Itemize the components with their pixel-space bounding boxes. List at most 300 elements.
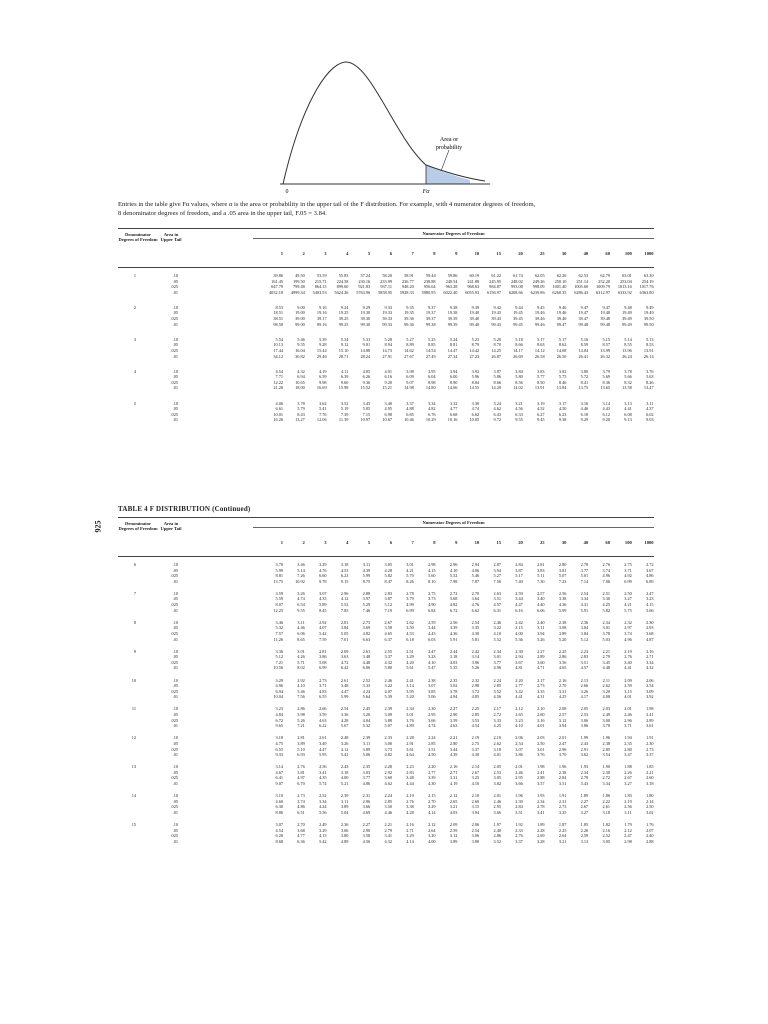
f-value-cell: 5.29 <box>362 602 371 608</box>
f-value-cell: 3.14 <box>406 683 414 689</box>
f-value-cell: 6.70 <box>297 781 305 787</box>
numerator-df-6: 6 <box>389 540 392 545</box>
f-value-cell: 7.87 <box>471 578 480 584</box>
f-distribution-figure <box>0 0 768 200</box>
f-value-cell: 8.66 <box>493 379 501 385</box>
f-value-cell: 8.10 <box>428 578 436 584</box>
denominator-header: Denominator Degrees of Freedom <box>118 232 158 242</box>
f-value-cell: 4.85 <box>471 694 480 700</box>
f-value-cell: 2.34 <box>406 706 414 712</box>
f-value-cell: 15.52 <box>360 385 371 391</box>
f-value-cell: 10.46 <box>404 417 414 423</box>
f-value-cell: 3.01 <box>537 746 545 752</box>
f-value-cell: 5.24 <box>449 336 458 342</box>
f-value-cell: 2.17 <box>537 677 545 683</box>
f-value-cell: 224.58 <box>336 278 349 284</box>
f-value-cell: 963.28 <box>445 284 458 290</box>
f-value-cell: 4.50 <box>428 752 436 758</box>
f-value-cell: 26.87 <box>491 353 501 359</box>
f-value-cell: 58.20 <box>382 273 392 278</box>
f-value-cell: 1.89 <box>580 793 589 799</box>
upper-tail-area: .10 <box>172 764 178 770</box>
f-value-cell: 6.33 <box>515 411 523 417</box>
f-value-cell: 3.15 <box>624 688 632 694</box>
f-value-cell: 3.92 <box>646 694 654 700</box>
f-value-cell: 3.60 <box>537 659 545 665</box>
f-value-cell: 2.98 <box>428 562 436 567</box>
denominator-df: 7 <box>133 590 136 596</box>
numerator-df-40: 40 <box>583 251 589 256</box>
f-value-cell: 2.42 <box>471 648 480 654</box>
f-value-cell: 4.43 <box>428 630 436 636</box>
upper-tail-area: .025 <box>170 602 178 608</box>
f-value-cell: 5763.96 <box>356 289 371 295</box>
upper-tail-area: .025 <box>170 379 178 385</box>
f-value-cell: 4.57 <box>493 602 501 608</box>
f-value-cell: 57.24 <box>360 273 371 278</box>
f-value-cell: 3.23 <box>646 596 654 602</box>
f-value-cell: 98.50 <box>273 321 283 327</box>
f-value-cell: 4.86 <box>646 573 654 579</box>
f-value-cell: 2.56 <box>558 590 567 596</box>
f-value-cell: 3.11 <box>646 400 654 406</box>
f-value-cell: 8.79 <box>471 342 480 348</box>
f-value-cell: 49.50 <box>295 273 305 278</box>
f-value-cell: 5.91 <box>449 636 458 642</box>
f-value-cell: 4.00 <box>428 838 436 844</box>
f-value-cell: 11.39 <box>338 417 349 423</box>
f-value-cell: 3.66 <box>362 804 371 810</box>
f-value-cell: 4.53 <box>340 567 349 573</box>
upper-tail-area: .05 <box>172 342 178 348</box>
f-value-cell: 3.35 <box>471 625 480 631</box>
f-value-cell: 3.30 <box>602 596 610 602</box>
f-value-cell: 5.75 <box>558 374 567 380</box>
f-value-cell: 240.54 <box>445 278 458 284</box>
f-value-cell: 13.75 <box>273 578 283 584</box>
f-value-cell: 9.46 <box>558 304 567 310</box>
f-value-cell: 39.40 <box>469 316 480 322</box>
f-value-cell: 14.02 <box>513 385 523 391</box>
f-value-cell: 3.33 <box>493 717 501 723</box>
f-value-cell: 5.01 <box>580 573 589 579</box>
f-value-cell: 2.96 <box>558 746 567 752</box>
f-value-cell: 39.43 <box>491 316 501 322</box>
f-value-cell: 2.67 <box>580 804 589 810</box>
f-value-cell: 19.16 <box>316 310 327 316</box>
f-value-cell: 9.39 <box>471 304 480 310</box>
upper-tail-area: .10 <box>172 677 178 683</box>
f-value-cell: 1.98 <box>537 764 545 770</box>
f-value-cell: 3.44 <box>449 746 458 752</box>
f-value-cell: 4.74 <box>297 596 305 602</box>
f-value-cell: 3.07 <box>428 683 436 689</box>
f-value-cell: 956.64 <box>423 284 436 290</box>
f-value-cell: 19.33 <box>382 310 392 316</box>
f-value-cell: 5.52 <box>340 602 349 608</box>
f-value-cell: 3.86 <box>580 723 589 729</box>
f-value-cell: 3.94 <box>493 567 501 573</box>
numerator-df-25: 25 <box>540 251 545 256</box>
f-value-cell: 3.62 <box>580 752 589 758</box>
f-value-cell: 28.71 <box>338 353 349 359</box>
f-value-cell: 3.95 <box>406 688 414 694</box>
f-value-cell: 2.98 <box>471 683 480 689</box>
f-value-cell: 3.29 <box>406 833 414 839</box>
f-value-cell: 3.44 <box>428 625 436 631</box>
f-value-cell: 1.94 <box>624 735 632 741</box>
numerator-df-20: 20 <box>518 540 523 545</box>
f-value-cell: 5.15 <box>602 336 610 342</box>
upper-tail-area: .10 <box>172 562 178 567</box>
intro-line-2: 8 denominator degrees of freedom, and a .05 area in the upper tail, F.05 = 3.84. <box>118 209 327 217</box>
f-value-cell: 1.93 <box>580 764 589 770</box>
f-value-cell: 7.14 <box>580 578 589 584</box>
f-value-cell: 3.72 <box>471 688 480 694</box>
f-value-cell: 2.81 <box>537 562 545 567</box>
f-value-cell: 3.29 <box>428 804 436 810</box>
f-value-cell: 6.37 <box>384 636 392 642</box>
f-value-cell: 1.85 <box>580 822 589 828</box>
f-value-cell: 2.06 <box>515 735 523 741</box>
f-value-cell: 99.48 <box>578 321 589 327</box>
f-value-cell: 2.65 <box>449 798 458 804</box>
f-value-cell: 5624.26 <box>334 289 349 295</box>
f-value-cell: 13.84 <box>556 385 567 391</box>
f-value-cell: 4.10 <box>515 723 523 729</box>
density-curve <box>283 62 485 184</box>
f-value-cell: 3.79 <box>406 596 414 602</box>
f-value-cell: 236.77 <box>401 278 414 284</box>
f-value-cell: 99.36 <box>404 321 414 327</box>
f-value-cell: 2.59 <box>428 619 436 625</box>
f-value-cell: 1.88 <box>624 764 632 770</box>
f-value-cell: 4.82 <box>362 630 371 636</box>
f-value-cell: 8.56 <box>515 379 523 385</box>
numerator-df-1000: 1000 <box>644 540 654 545</box>
f-value-cell: 2.61 <box>602 804 610 810</box>
f-value-cell: 62.79 <box>600 273 610 278</box>
f-value-cell: 3.18 <box>340 769 349 775</box>
f-value-cell: 6.06 <box>362 665 371 671</box>
f-value-cell: 2.83 <box>406 769 414 775</box>
f-value-cell: 3.68 <box>449 596 458 602</box>
f-value-cell: 2.62 <box>493 740 501 746</box>
f-value-cell: 10.29 <box>425 417 436 423</box>
f-value-cell: 3.66 <box>428 717 436 723</box>
f-value-cell: 3.79 <box>602 368 610 374</box>
f-value-cell: 5.16 <box>580 336 589 342</box>
f-value-cell: 39.25 <box>338 316 349 322</box>
f-value-cell: 39.45 <box>513 316 523 322</box>
df-group-15 <box>118 822 654 844</box>
f-value-cell: 1.98 <box>646 706 654 712</box>
numerator-df-60: 60 <box>605 540 610 545</box>
f-value-cell: 8.66 <box>515 342 523 348</box>
f-value-cell: 5.20 <box>406 694 414 700</box>
f-value-cell: 6.68 <box>449 411 458 417</box>
f-value-cell: 3.76 <box>537 752 545 758</box>
f-value-cell: 2.43 <box>340 764 349 770</box>
f-value-cell: 55.83 <box>338 273 349 278</box>
f-value-cell: 29.46 <box>316 353 327 359</box>
f-value-cell: 6.99 <box>319 665 327 671</box>
f-value-cell: 9.07 <box>275 781 283 787</box>
f-value-cell: 2.30 <box>515 648 523 654</box>
f-value-cell: 7.01 <box>340 636 349 642</box>
f-value-cell: 4.31 <box>537 694 545 700</box>
f-value-cell: 2.67 <box>624 775 632 781</box>
f-value-cell: 2.06 <box>471 822 480 828</box>
f-value-cell: 3.81 <box>558 567 567 573</box>
f-value-cell: 99.40 <box>469 321 480 327</box>
f-value-cell: 3.16 <box>537 717 545 723</box>
table-caption: TABLE 4 F DISTRIBUTION (Continued) <box>118 505 251 513</box>
f-value-cell: 63.01 <box>622 273 632 278</box>
f-value-cell: 6.12 <box>602 411 610 417</box>
numerator-df-10: 10 <box>474 540 480 545</box>
f-value-cell: 4.77 <box>449 406 458 412</box>
f-value-cell: 2.57 <box>537 590 545 596</box>
f-value-cell: 2.73 <box>297 793 305 799</box>
f-value-cell: 3.26 <box>340 740 349 746</box>
f-value-cell: 3.71 <box>624 567 632 573</box>
f-value-cell: 998.09 <box>532 284 545 290</box>
f-value-cell: 8.36 <box>602 379 610 385</box>
f-value-cell: 4.40 <box>537 602 545 608</box>
probability-label: probability <box>435 145 463 151</box>
upper-tail-area: .01 <box>172 752 178 758</box>
f-value-cell: 3.39 <box>428 775 436 781</box>
f-value-cell: 2.77 <box>515 683 523 689</box>
f-value-cell: 2.64 <box>558 833 567 839</box>
f-value-cell: 5403.53 <box>312 289 327 295</box>
f-value-cell: 6.06 <box>537 607 545 613</box>
f-value-cell: 99.00 <box>295 321 305 327</box>
f-value-cell: 15.98 <box>338 385 349 391</box>
f-value-cell: 3.29 <box>319 562 327 567</box>
f-value-cell: 39.30 <box>360 316 371 322</box>
f-value-cell: 10.13 <box>273 342 283 348</box>
f-value-cell: 2.56 <box>624 804 632 810</box>
upper-tail-area: .05 <box>172 769 178 775</box>
f-value-cell: 3.97 <box>362 596 371 602</box>
df-group-12 <box>118 735 654 757</box>
f-value-cell: 9.12 <box>340 342 349 348</box>
f-value-cell: 5.11 <box>537 573 545 579</box>
f-value-cell: 5.95 <box>319 752 327 758</box>
f-value-cell: 8.94 <box>384 342 392 348</box>
f-value-cell: 3.98 <box>406 368 414 374</box>
f-value-cell: 4.19 <box>449 781 458 787</box>
f-value-cell: 3.23 <box>515 717 523 723</box>
f-value-cell: 2.03 <box>602 706 610 712</box>
f-value-cell: 984.87 <box>489 284 501 290</box>
upper-tail-area: .025 <box>170 411 178 417</box>
upper-tail-area: .05 <box>172 798 178 804</box>
f-value-cell: 3.35 <box>537 688 545 694</box>
f-value-cell: 5.99 <box>340 694 349 700</box>
f-value-cell: 59.44 <box>425 273 436 278</box>
f-value-cell: 2.38 <box>602 740 610 746</box>
f-value-cell: 2.72 <box>493 712 501 718</box>
f-value-cell: 4.39 <box>449 752 458 758</box>
f-value-cell: 4.76 <box>319 567 327 573</box>
f-value-cell: 4999.34 <box>290 289 305 295</box>
f-value-cell: 4.63 <box>449 723 458 729</box>
f-value-cell: 2.23 <box>580 648 589 654</box>
f-value-cell: 2.20 <box>580 827 589 833</box>
f-value-cell: 5858.95 <box>378 289 392 295</box>
f-value-cell: 2.75 <box>471 740 480 746</box>
f-value-cell: 2.24 <box>493 677 501 683</box>
f-value-cell: 4.10 <box>493 630 501 636</box>
f-value-cell: 5.20 <box>558 636 567 642</box>
f-value-cell: 7.76 <box>319 411 327 417</box>
f-value-cell: 6.72 <box>449 607 458 613</box>
f-value-cell: 3.19 <box>537 400 545 406</box>
f-value-cell: 3.11 <box>362 740 371 746</box>
f-value-cell: 252.20 <box>598 278 610 284</box>
f-value-cell: 15.10 <box>338 347 349 353</box>
f-value-cell: 21.20 <box>273 385 283 391</box>
df-group-1 <box>118 273 654 295</box>
f-value-cell: 6.54 <box>297 602 305 608</box>
f-value-cell: 3.15 <box>515 625 523 631</box>
f-value-cell: 2.35 <box>449 677 458 683</box>
f-value-cell: 7.15 <box>362 411 371 417</box>
f-value-cell: 5.71 <box>297 659 305 665</box>
f-value-cell: 2.34 <box>537 798 545 804</box>
f-value-cell: 2.95 <box>428 712 436 718</box>
f-value-cell: 6.09 <box>406 374 414 380</box>
f-value-cell: 2.66 <box>580 683 589 689</box>
f-value-cell: 9.29 <box>362 304 371 310</box>
f-value-cell: 7.23 <box>558 578 567 584</box>
f-value-cell: 2.01 <box>515 764 523 770</box>
f-value-cell: 6.85 <box>406 411 414 417</box>
f-value-cell: 3.50 <box>406 625 414 631</box>
f-value-cell: 2.52 <box>319 793 327 799</box>
f-value-cell: 5.05 <box>340 630 349 636</box>
f-value-cell: 2.22 <box>602 798 610 804</box>
f-value-cell: 3.77 <box>493 659 501 665</box>
f-value-cell: 3.61 <box>406 746 414 752</box>
f-value-cell: 58.91 <box>404 273 414 278</box>
f-value-cell: 10.04 <box>273 694 283 700</box>
f-value-cell: 7.59 <box>319 636 327 642</box>
f-value-cell: 7.06 <box>602 578 610 584</box>
f-value-cell: 10.01 <box>273 411 283 417</box>
f-value-cell: 5.91 <box>580 607 589 613</box>
f-value-cell: 3.34 <box>580 596 589 602</box>
f-value-cell: 2.69 <box>537 833 545 839</box>
f-value-cell: 2.30 <box>646 740 654 746</box>
f-value-cell: 4.97 <box>297 775 305 781</box>
f-value-cell: 3.41 <box>537 809 545 815</box>
f-value-cell: 8.26 <box>646 379 654 385</box>
f-value-cell: 1.91 <box>646 735 654 741</box>
f-value-cell: 2.60 <box>646 775 654 781</box>
f-value-cell: 2.91 <box>406 740 414 746</box>
f-value-cell: 3.94 <box>471 809 480 815</box>
f-value-cell: 4.25 <box>493 723 501 729</box>
f-value-cell: 5.07 <box>558 573 567 579</box>
f-value-cell: 6.02 <box>646 411 654 417</box>
f-value-cell: 4.47 <box>515 602 523 608</box>
f-value-cell: 99.46 <box>534 321 545 327</box>
f-value-cell: 3.52 <box>493 838 501 844</box>
f-value-cell: 4.10 <box>471 781 480 787</box>
f-value-cell: 12.22 <box>273 379 283 385</box>
f-value-cell: 8.98 <box>428 379 436 385</box>
f-value-cell: 2.30 <box>428 706 436 712</box>
f-value-cell: 10.97 <box>360 417 371 423</box>
f-value-cell: 2.52 <box>362 677 371 683</box>
f-value-cell: 2.33 <box>384 735 392 741</box>
df-group-2 <box>118 305 654 327</box>
f-value-cell: 4.96 <box>493 665 501 671</box>
f-value-cell: 1.76 <box>646 822 654 828</box>
f-value-cell: 2.61 <box>340 677 349 683</box>
f-value-cell: 15.44 <box>316 347 327 353</box>
f-value-cell: 3.34 <box>602 781 610 787</box>
upper-tail-area: .01 <box>172 289 178 295</box>
f-value-cell: 3.29 <box>406 654 414 660</box>
f-value-cell: 12.06 <box>316 417 327 423</box>
f-value-cell: 6.18 <box>580 411 589 417</box>
f-value-cell: 6.22 <box>319 723 327 729</box>
upper-tail-area: .01 <box>172 385 178 391</box>
f-value-cell: 2.21 <box>646 769 654 775</box>
f-value-cell: 4.86 <box>297 804 305 810</box>
f-value-cell: 3.26 <box>580 688 589 694</box>
f-value-cell: 3.44 <box>515 596 523 602</box>
f-value-cell: 9.28 <box>319 342 327 348</box>
f-value-cell: 5.25 <box>428 336 436 342</box>
f-value-cell: 5.66 <box>624 374 632 380</box>
numerator-df-1: 1 <box>280 540 283 545</box>
f-value-cell: 4.06 <box>471 567 480 573</box>
numerator-df-4: 4 <box>346 251 349 256</box>
f-value-cell: 9.38 <box>449 304 458 310</box>
f-value-cell: 5.52 <box>449 573 458 579</box>
f-value-cell: 2.45 <box>362 706 371 712</box>
f-value-cell: 2.49 <box>319 822 327 828</box>
f-value-cell: 5.67 <box>340 723 349 729</box>
f-value-cell: 5.19 <box>340 406 349 412</box>
f-value-cell: 3.27 <box>624 781 632 787</box>
numerator-df-8: 8 <box>433 540 436 545</box>
f-value-cell: 14.47 <box>447 347 458 353</box>
f-value-cell: 4.32 <box>384 659 392 665</box>
f-value-cell: 3.86 <box>319 654 327 660</box>
f-value-cell: 4.01 <box>384 368 392 374</box>
upper-tail-area: .10 <box>172 619 178 625</box>
f-value-cell: 4.56 <box>515 406 523 412</box>
f-value-cell: 2.95 <box>515 775 523 781</box>
f-value-cell: 3.02 <box>449 683 458 689</box>
f-value-cell: 3.77 <box>362 775 371 781</box>
f-value-cell: 2.80 <box>558 562 567 567</box>
f-value-cell: 6.23 <box>340 573 349 579</box>
f-value-cell: 19.35 <box>404 310 414 316</box>
f-value-cell: 7.46 <box>362 607 371 613</box>
f-value-cell: 4.32 <box>384 838 392 844</box>
f-value-cell: 28.24 <box>360 353 371 359</box>
f-value-cell: 4.28 <box>384 567 392 573</box>
f-value-cell: 2.16 <box>646 648 654 654</box>
